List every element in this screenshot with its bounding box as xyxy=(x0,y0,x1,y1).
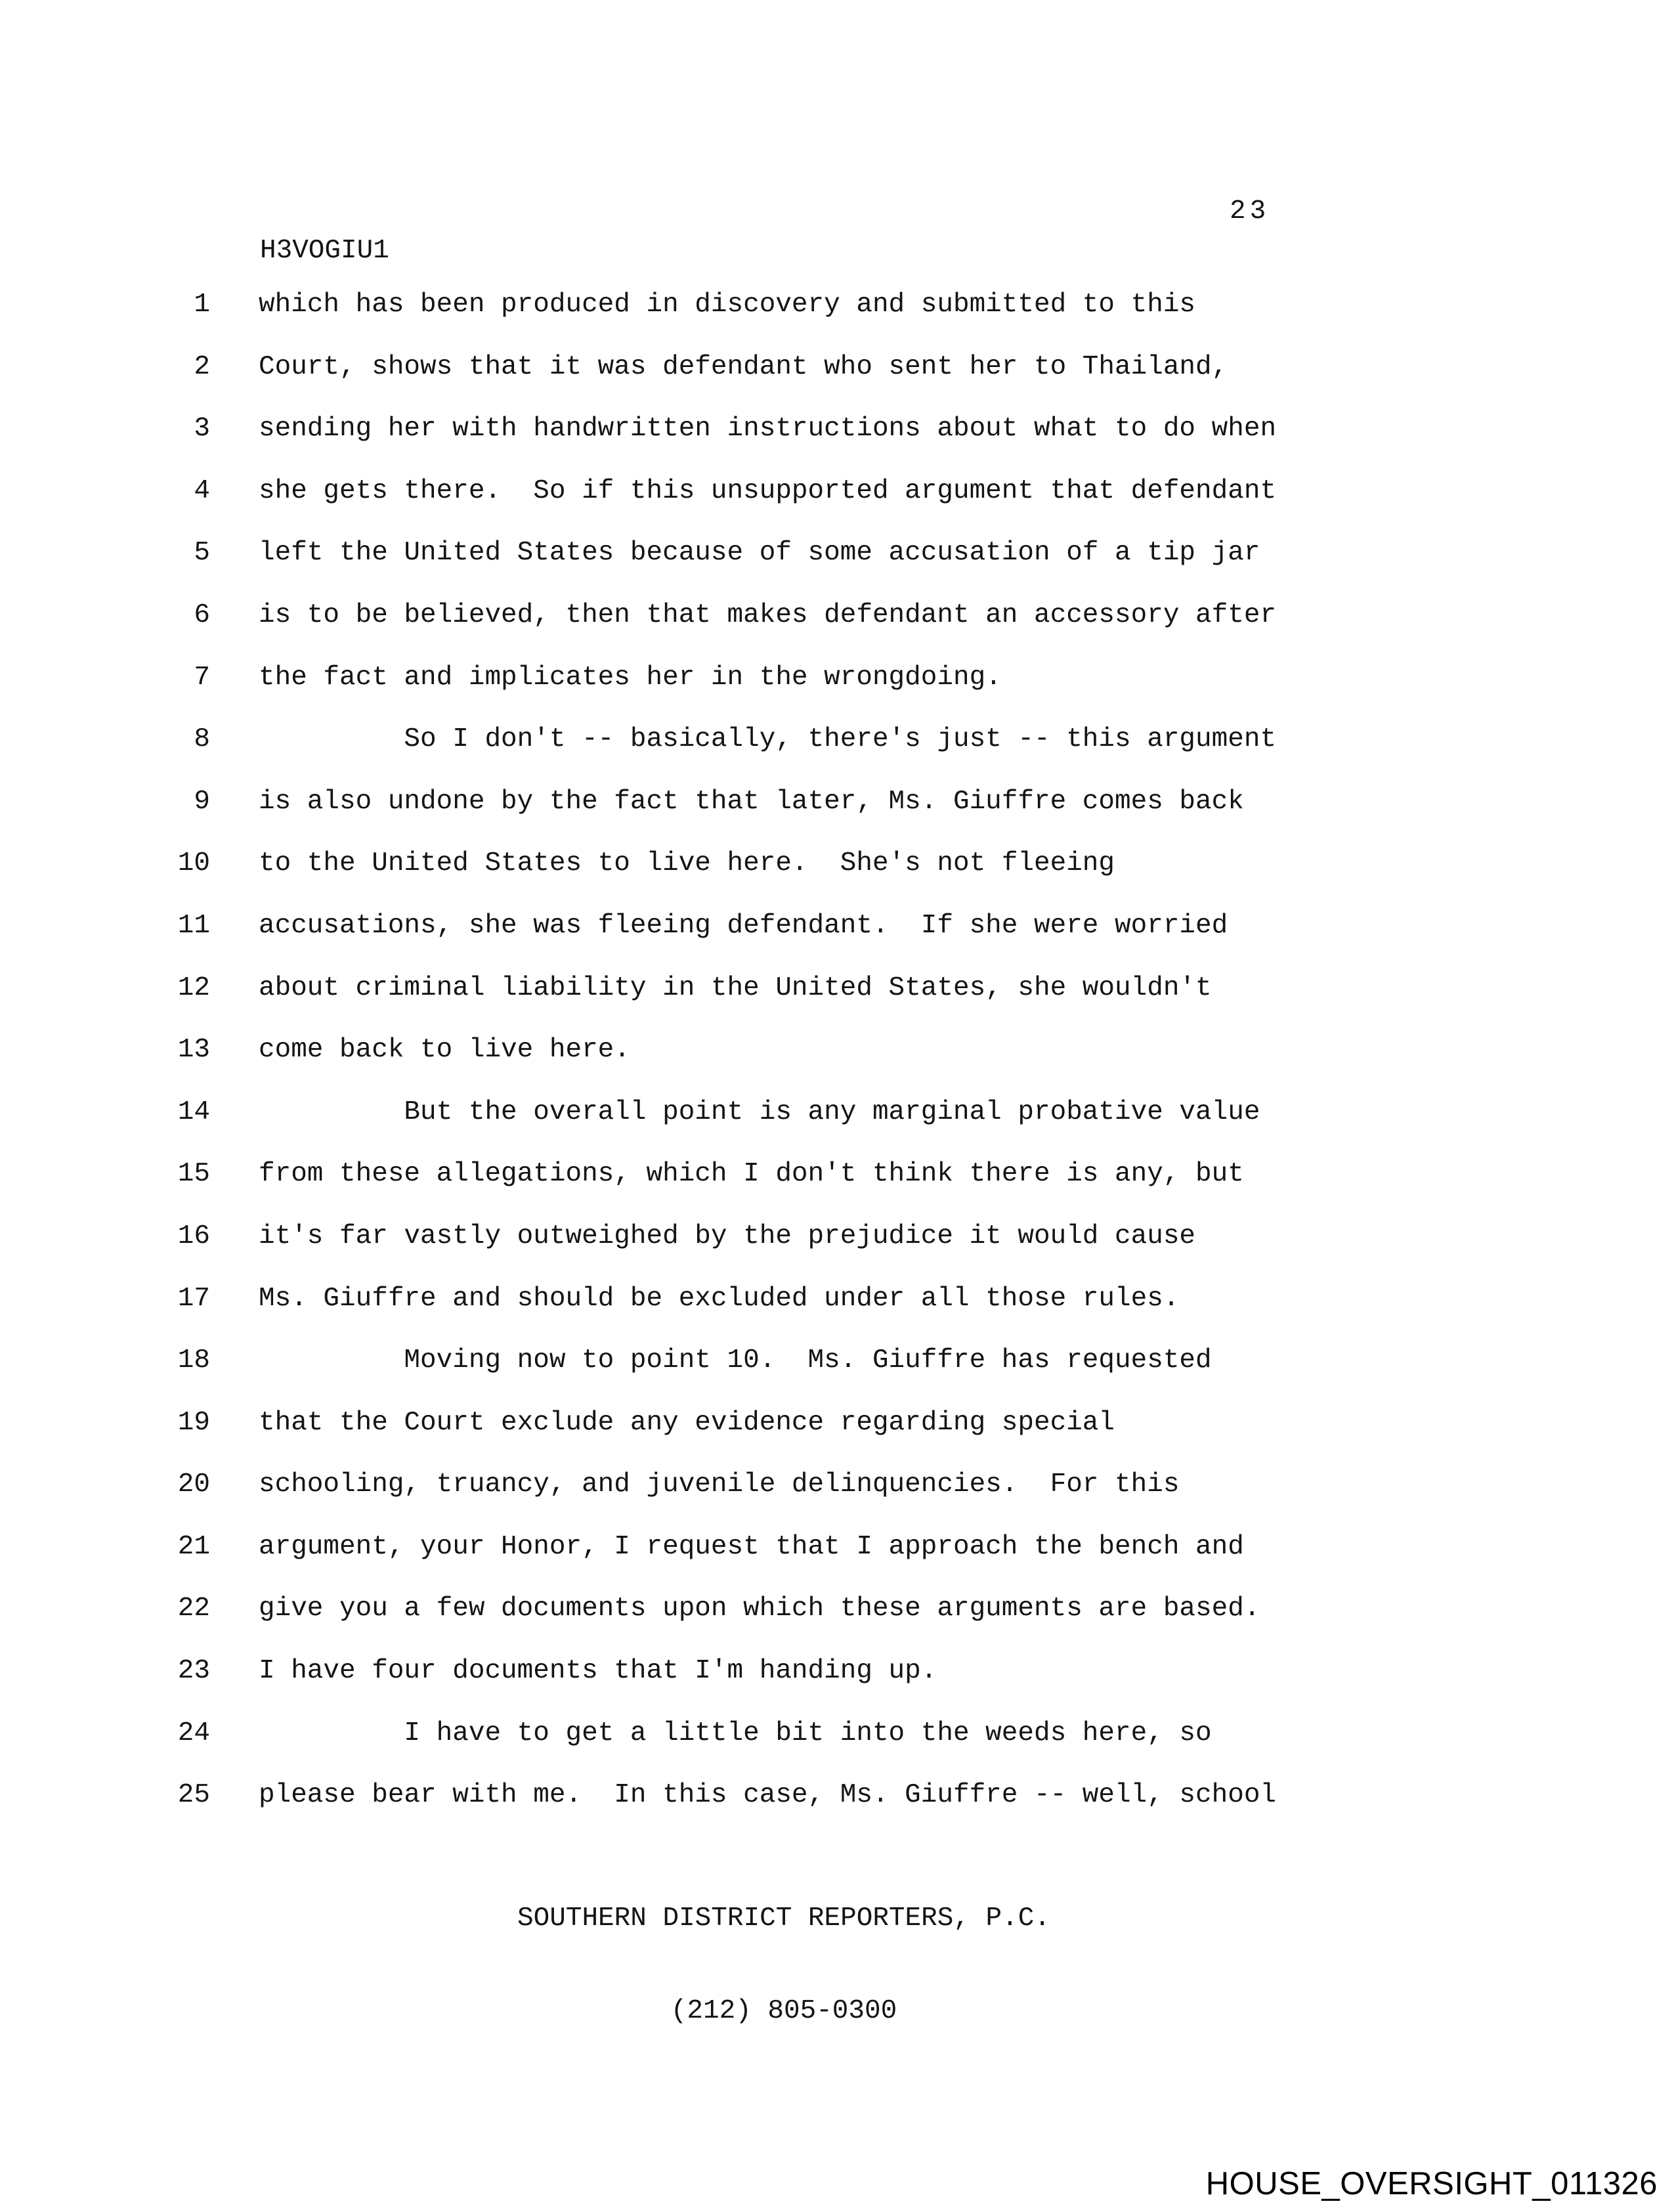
line-number: 24 xyxy=(177,1718,210,1748)
line-number: 1 xyxy=(194,290,210,320)
transcript-line xyxy=(0,833,1674,895)
transcript-line xyxy=(0,1268,1674,1330)
line-text: please bear with me. In this case, Ms. Giuffre -- well, school xyxy=(259,1780,1277,1811)
reporter-name: SOUTHERN DISTRICT REPORTERS, P.C. xyxy=(517,1903,1050,1934)
line-text: which has been produced in discovery and submitted to this xyxy=(259,290,1196,320)
transcript-header-id: H3VOGIU1 xyxy=(260,236,389,266)
line-number: 10 xyxy=(177,848,210,879)
line-number: 11 xyxy=(177,910,210,941)
line-text: Court, shows that it was defendant who sent her to Thailand, xyxy=(259,351,1228,382)
line-number: 21 xyxy=(177,1531,210,1562)
line-text: sending her with handwritten instructions about what to do when xyxy=(259,414,1277,445)
line-text: I have to get a little bit into the weeds here, so xyxy=(259,1718,1212,1748)
line-text: to the United States to live here. She's not fleeing xyxy=(259,848,1115,879)
transcript-line xyxy=(0,957,1674,1020)
line-number: 22 xyxy=(177,1594,210,1624)
transcript-line xyxy=(0,647,1674,709)
transcript-line xyxy=(0,1764,1674,1827)
line-text: from these allegations, which I don't think there is any, but xyxy=(259,1159,1244,1190)
transcript-line xyxy=(0,274,1674,336)
transcript-line xyxy=(0,1081,1674,1144)
line-number: 3 xyxy=(194,414,210,445)
line-text: accusations, she was fleeing defendant. If she were worried xyxy=(259,910,1228,941)
line-number: 18 xyxy=(177,1345,210,1376)
transcript-line xyxy=(0,771,1674,833)
line-text: is to be believed, then that makes defendant an accessory after xyxy=(259,599,1277,630)
line-number: 2 xyxy=(194,351,210,382)
line-number: 7 xyxy=(194,662,210,693)
line-text: it's far vastly outweighed by the prejudice it would cause xyxy=(259,1221,1196,1251)
transcript-line xyxy=(0,1454,1674,1516)
transcript-line xyxy=(0,1330,1674,1392)
line-number: 9 xyxy=(194,786,210,817)
transcript-line xyxy=(0,398,1674,460)
transcript-line xyxy=(0,1205,1674,1268)
line-text: schooling, truancy, and juvenile delinquencies. For this xyxy=(259,1469,1180,1500)
line-text: the fact and implicates her in the wrongdoing. xyxy=(259,662,1002,693)
line-text: I have four documents that I'm handing up. xyxy=(259,1656,937,1687)
transcript-line xyxy=(0,708,1674,771)
line-number: 6 xyxy=(194,599,210,630)
line-number: 25 xyxy=(177,1780,210,1811)
reporter-phone: (212) 805-0300 xyxy=(670,1996,897,2027)
line-text: Ms. Giuffre and should be excluded under all those rules. xyxy=(259,1283,1180,1314)
line-number: 23 xyxy=(177,1656,210,1687)
line-number: 4 xyxy=(194,475,210,506)
line-number: 17 xyxy=(177,1283,210,1314)
line-text: So I don't -- basically, there's just -- this argument xyxy=(259,724,1277,755)
line-number: 12 xyxy=(177,972,210,1003)
transcript-line xyxy=(0,522,1674,584)
transcript-line xyxy=(0,1702,1674,1765)
line-text: that the Court exclude any evidence regarding special xyxy=(259,1407,1115,1438)
bates-stamp: HOUSE_OVERSIGHT_011326 xyxy=(1205,2166,1658,2201)
line-number: 5 xyxy=(194,538,210,569)
transcript-line xyxy=(0,1516,1674,1578)
line-number: 20 xyxy=(177,1469,210,1500)
transcript-line xyxy=(0,336,1674,399)
line-text: is also undone by the fact that later, Ms. Giuffre comes back xyxy=(259,786,1244,817)
line-text: left the United States because of some accusation of a tip jar xyxy=(259,538,1260,569)
line-number: 19 xyxy=(177,1407,210,1438)
reporter-footer xyxy=(259,1841,1309,2089)
line-number: 13 xyxy=(177,1035,210,1066)
transcript-line xyxy=(0,1019,1674,1081)
transcript-line xyxy=(0,1578,1674,1640)
line-text: give you a few documents upon which these arguments are based. xyxy=(259,1594,1260,1624)
transcript-line xyxy=(0,584,1674,647)
line-text: Moving now to point 10. Ms. Giuffre has requested xyxy=(259,1345,1212,1376)
line-text: she gets there. So if this unsupported argument that defendant xyxy=(259,475,1277,506)
page-number: 23 xyxy=(1230,196,1270,227)
line-text: about criminal liability in the United States, she wouldn't xyxy=(259,972,1212,1003)
transcript-line xyxy=(0,1143,1674,1205)
transcript-line xyxy=(0,1640,1674,1702)
transcript-line xyxy=(0,1392,1674,1454)
line-text: argument, your Honor, I request that I approach the bench and xyxy=(259,1531,1244,1562)
line-text: But the overall point is any marginal probative value xyxy=(259,1096,1260,1127)
transcript-line xyxy=(0,895,1674,957)
line-number: 16 xyxy=(177,1221,210,1251)
transcript-line xyxy=(0,460,1674,523)
line-number: 14 xyxy=(177,1096,210,1127)
line-number: 15 xyxy=(177,1159,210,1190)
transcript-body xyxy=(0,274,1674,1827)
line-text: come back to live here. xyxy=(259,1035,630,1066)
line-number: 8 xyxy=(194,724,210,755)
